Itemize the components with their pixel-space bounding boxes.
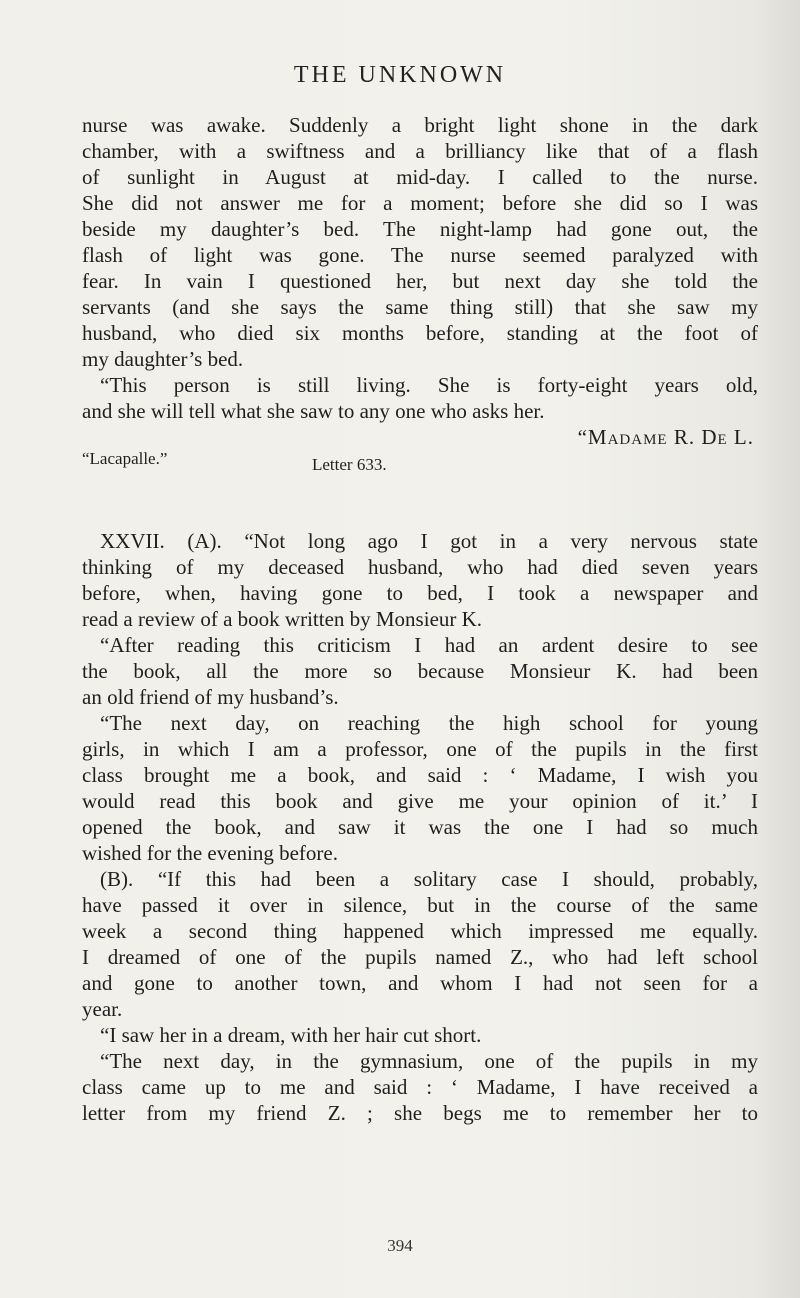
signature-name: “Madame R. De L. <box>577 425 754 449</box>
text-line: before, when, having gone to bed, I took a newspaper and <box>82 581 758 605</box>
text-line: XXVII. (A). “Not long ago I got in a very nervous state <box>100 529 758 553</box>
text-line: nurse was awake. Suddenly a bright light shone in the dark <box>82 113 758 137</box>
text-line: flash of light was gone. The nurse seemed paralyzed with <box>82 243 758 267</box>
page-number: 394 <box>387 1236 413 1255</box>
letter-reference-row <box>82 450 758 480</box>
text-line: year. <box>82 997 123 1021</box>
text-line: fear. In vain I questioned her, but next day she told the <box>82 269 758 293</box>
paragraph-block-1 <box>82 112 758 480</box>
place-name: “Lacapalle.” <box>82 449 168 468</box>
text-line: an old friend of my husband’s. <box>82 685 339 709</box>
text-line: (B). “If this had been a solitary case I should, probably, <box>100 867 758 891</box>
text-line: class brought me a book, and said : ‘ Madame, I wish you <box>82 763 758 787</box>
text-line: servants (and she says the same thing still) that she saw my <box>82 295 758 319</box>
text-line: my daughter’s bed. <box>82 347 244 371</box>
text-line: read a review of a book written by Monsieur K. <box>82 607 483 631</box>
text-line: and gone to another town, and whom I had not seen for a <box>82 971 758 995</box>
text-line: week a second thing happened which impressed me equally. <box>82 919 758 943</box>
text-line: wished for the evening before. <box>82 841 338 865</box>
text-line: of sunlight in August at mid-day. I called to the nurse. <box>82 165 758 189</box>
text-line: She did not answer me for a moment; before she did so I was <box>82 191 758 215</box>
text-line: class came up to me and said : ‘ Madame, I have received a <box>82 1075 758 1099</box>
text-line: girls, in which I am a professor, one of the pupils in the first <box>82 737 758 761</box>
text-line: “I saw her in a dream, with her hair cut short. <box>100 1023 482 1047</box>
running-header: THE UNKNOWN <box>293 62 507 88</box>
text-line: “This person is still living. She is forty-eight years old, <box>100 373 758 397</box>
paragraph-block-2 <box>82 528 758 1126</box>
text-line: the book, all the more so because Monsieur K. had been <box>82 659 758 683</box>
text-line: have passed it over in silence, but in the course of the same <box>82 893 758 917</box>
text-line: “After reading this criticism I had an ardent desire to see <box>100 633 758 657</box>
text-line: chamber, with a swiftness and a brilliancy like that of a flash <box>82 139 758 163</box>
text-line: thinking of my deceased husband, who had died seven years <box>82 555 758 579</box>
text-line: beside my daughter’s bed. The night-lamp had gone out, the <box>82 217 758 241</box>
text-line: opened the book, and saw it was the one I had so much <box>82 815 758 839</box>
text-line: letter from my friend Z. ; she begs me to remember her to <box>82 1101 758 1125</box>
text-line: “The next day, on reaching the high school for young <box>100 711 758 735</box>
signature <box>82 424 758 450</box>
text-line: and she will tell what she saw to any one who asks her. <box>82 399 545 423</box>
text-line: “The next day, in the gymnasium, one of the pupils in my <box>100 1049 758 1073</box>
text-line: I dreamed of one of the pupils named Z., who had left school <box>82 945 758 969</box>
letter-number: Letter 633. <box>312 455 387 474</box>
text-line: would read this book and give me your opinion of it.’ I <box>82 789 758 813</box>
text-line: husband, who died six months before, standing at the foot of <box>82 321 758 345</box>
